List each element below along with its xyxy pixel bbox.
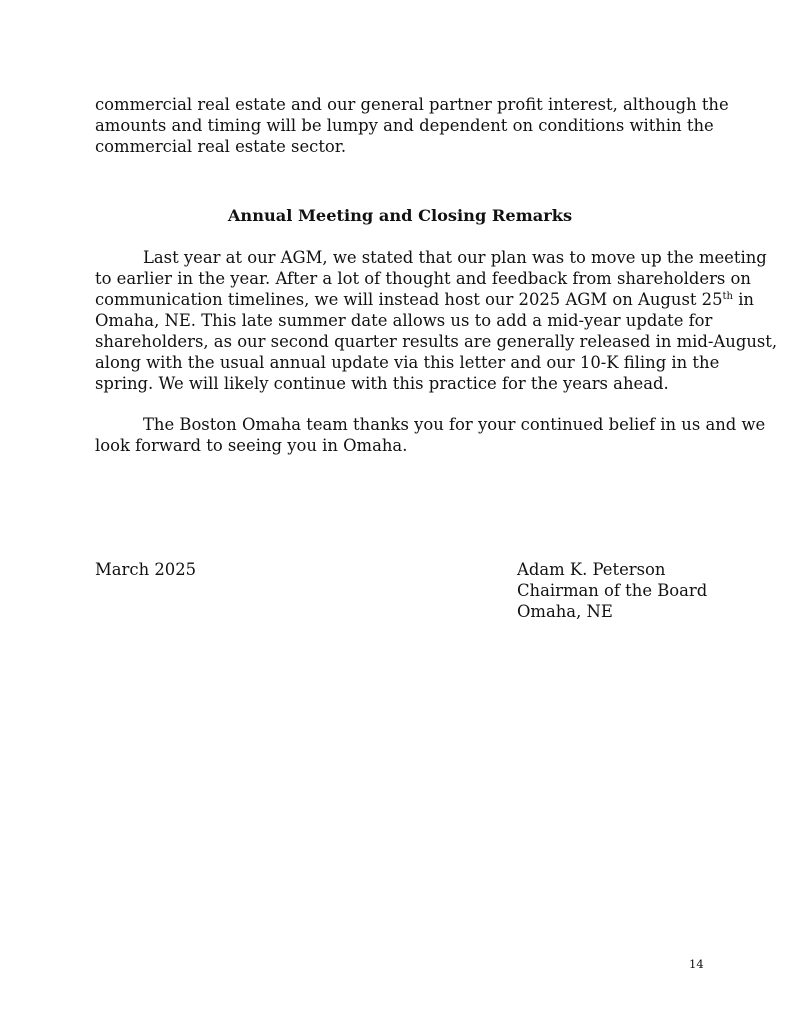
ordinal-suffix: th: [722, 291, 733, 302]
continuation-line-3: commercial real estate sector.: [95, 137, 347, 156]
closing-line-1: The Boston Omaha team thanks you for your continued belief in us and we: [143, 415, 766, 434]
continuation-line-1: commercial real estate and our general partner profit interest, although the: [95, 95, 729, 114]
continuation-paragraph: [95, 94, 729, 157]
signature-block: [517, 559, 707, 622]
signature-location: Omaha, NE: [517, 602, 613, 621]
meeting-line-3: [95, 289, 754, 310]
section-heading: Annual Meeting and Closing Remarks: [227, 206, 573, 225]
signature-date: March 2025: [95, 560, 197, 579]
meeting-line-5: shareholders, as our second quarter results are generally released in mid-August,: [95, 332, 778, 351]
meeting-line-7: spring. We will likely continue with this practice for the years ahead.: [95, 374, 669, 393]
signature-name: Adam K. Peterson: [517, 560, 666, 579]
meeting-line-3-end: in: [732, 290, 754, 309]
meeting-line-2: to earlier in the year. After a lot of thought and feedback from shareholders on: [95, 269, 751, 288]
signature-title: Chairman of the Board: [517, 581, 708, 600]
meeting-line-1: Last year at our AGM, we stated that our plan was to move up the meeting: [143, 248, 767, 267]
meeting-line-3-text: communication timelines, we will instead host our 2025 AGM on August 25: [95, 290, 723, 309]
page-number: 14: [689, 957, 704, 971]
meeting-line-4: Omaha, NE. This late summer date allows us to add a mid-year update for: [95, 311, 713, 330]
closing-line-2: look forward to seeing you in Omaha.: [95, 436, 408, 455]
meeting-line-6: along with the usual annual update via this letter and our 10-K filing in the: [95, 353, 720, 372]
continuation-line-2: amounts and timing will be lumpy and dependent on conditions within the: [95, 116, 714, 135]
meeting-paragraph: [95, 247, 778, 394]
closing-paragraph: [95, 414, 766, 456]
